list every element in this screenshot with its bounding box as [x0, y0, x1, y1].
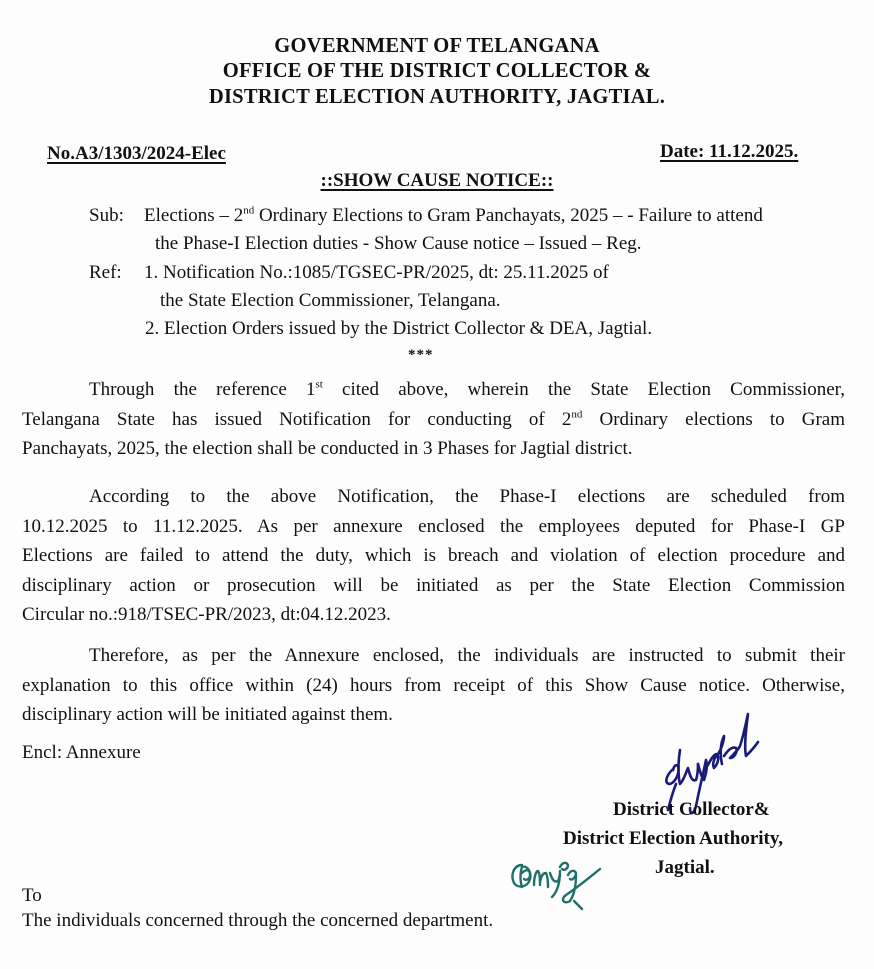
reference-label: Ref:: [89, 262, 122, 283]
addressee-to-label: To: [22, 885, 42, 906]
signatory-designation-2: District Election Authority,: [563, 828, 784, 849]
reference-item-2: 2. Election Orders issued by the District Collector & DEA, Jagtial.: [145, 318, 653, 339]
subject-line-1: Elections – 2nd Ordinary Elections to Gram Panchayats, 2025 – - Failure to attend: [144, 204, 763, 226]
notice-title: ::SHOW CAUSE NOTICE::: [320, 170, 554, 191]
reference-number: No.A3/1303/2024-Elec: [47, 143, 226, 164]
paragraph-2-line-3: Elections are failed to attend the duty, which is breach and violation of election procedure and: [22, 545, 845, 566]
notice-date: Date: 11.12.2025.: [660, 141, 799, 162]
letterhead-authority: DISTRICT ELECTION AUTHORITY, JAGTIAL.: [208, 84, 666, 108]
paragraph-1-line-1: Through the reference 1st cited above, wherein the State Election Commissioner,: [89, 378, 845, 400]
paragraph-2: [22, 482, 845, 630]
paragraph-2-line-4: disciplinary action or prosecution will be initiated as per the State Election Commission: [22, 574, 845, 596]
paragraph-2-line-2: 10.12.2025 to 11.12.2025. As per annexure enclosed the employees deputed for Phase-I GP: [22, 515, 845, 537]
addressee-recipient: The individuals concerned through the concerned department.: [22, 910, 494, 931]
paragraph-2-line-5: Circular no.:918/TSEC-PR/2023, dt:04.12.2023.: [22, 604, 391, 625]
signatory-location: Jagtial.: [655, 857, 715, 878]
reference-item-1-line-2: the State Election Commissioner, Telangana.: [160, 290, 501, 311]
paragraph-2-line-1: According to the above Notification, the Phase-I elections are scheduled from: [89, 486, 845, 507]
initials-signature-icon: [508, 855, 608, 910]
letterhead-office: OFFICE OF THE DISTRICT COLLECTOR &: [222, 58, 652, 82]
paragraph-3-line-3: disciplinary action will be initiated against them.: [22, 704, 393, 725]
subject-line-2: the Phase-I Election duties - Show Cause notice – Issued – Reg.: [155, 233, 642, 254]
reference-item-1-line-1: 1. Notification No.:1085/TGSEC-PR/2025, dt: 25.11.2025 of: [144, 262, 609, 283]
subject-label: Sub:: [89, 205, 124, 226]
paragraph-3-line-2: explanation to this office within (24) hours from receipt of this Show Cause notice. Otherwise,: [22, 674, 845, 696]
enclosure-note: Encl: Annexure: [22, 742, 141, 763]
paragraph-1-line-2: Telangana State has issued Notification for conducting of 2nd Ordinary elections to Gram: [22, 408, 846, 430]
letterhead-government: GOVERNMENT OF TELANGANA: [274, 33, 600, 57]
signatory-designation-1: District Collector&: [613, 799, 770, 820]
paragraph-1: [22, 375, 845, 464]
separator-stars: ***: [408, 347, 434, 363]
paragraph-3-line-1: Therefore, as per the Annexure enclosed, the individuals are instructed to submit their: [89, 645, 845, 666]
paragraph-1-line-3: Panchayats, 2025, the election shall be conducted in 3 Phases for Jagtial district.: [22, 438, 633, 459]
